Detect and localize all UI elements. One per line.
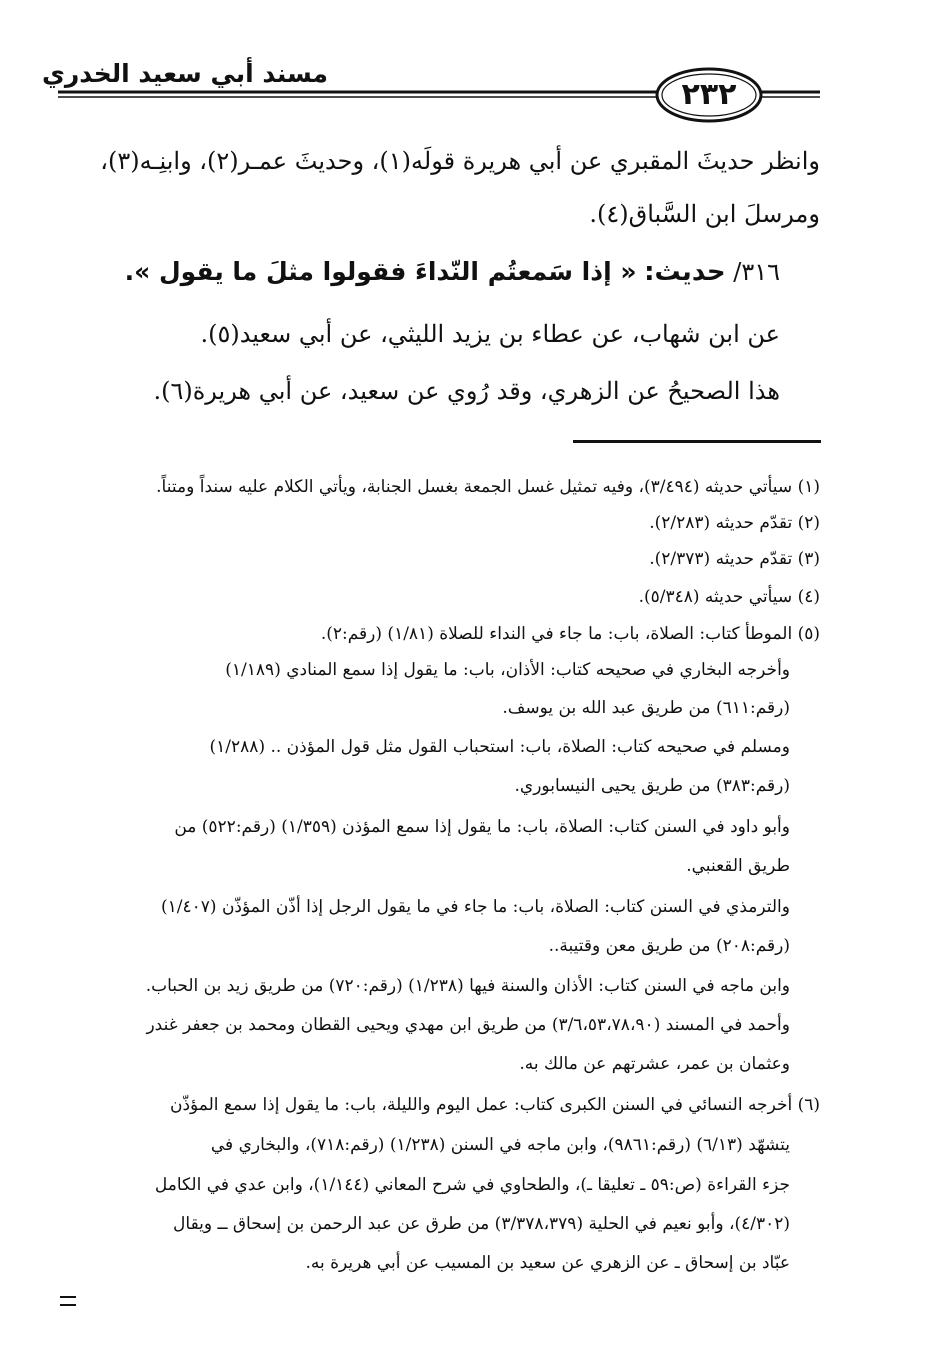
- hadith-label: حديث:: [644, 257, 726, 287]
- footnote-6-line-5: عبّاد بن إسحاق ـ عن الزهري عن سعيد بن المسيب عن أبي هريرة به.: [305, 1253, 790, 1273]
- page-number: ٢٣٢: [681, 77, 737, 112]
- footnote-6-line-4: (٤/٣٠٢)، وأبو نعيم في الحلية (٣/٣٧٨،٣٧٩) من طرق عن عبد الرحمن بن إسحاق ــ ويقال: [173, 1214, 790, 1234]
- footnote-5-line-8: والترمذي في السنن كتاب: الصلاة، باب: ما جاء في ما يقول الرجل إذا أذّن المؤذّن (١/٤٠٧): [161, 897, 790, 917]
- page-end-mark: [60, 1296, 76, 1306]
- footnote-divider: [573, 440, 821, 443]
- isnad-line: عن ابن شهاب، عن عطاء بن يزيد الليثي، عن أبي سعيد(٥).: [200, 320, 780, 348]
- footnote-3: (٣) تقدّم حديثه (٢/٣٧٣).: [649, 549, 820, 569]
- book-title: مسند أبي سعيد الخدري: [42, 59, 328, 88]
- body-line-2: ومرسلَ ابن السَّباق(٤).: [589, 200, 820, 228]
- footnote-5-line-6: وأبو داود في السنن كتاب: الصلاة، باب: ما يقول إذا سمع المؤذن (١/٣٥٩) (رقم:٥٢٢) من: [174, 817, 790, 837]
- hadith-number: ٣١٦/: [733, 258, 780, 286]
- footnote-5-line-4: ومسلم في صحيحه كتاب: الصلاة، باب: استحباب القول مثل قول المؤذن .. (١/٢٨٨): [209, 737, 790, 757]
- footnote-5-line-12: وعثمان بن عمر، عشرتهم عن مالك به.: [519, 1054, 790, 1074]
- footnote-5-line-7: طريق القعنبي.: [686, 856, 790, 876]
- footnote-5-line-9: (رقم:٢٠٨) من طريق معن وقتيبة..: [548, 936, 790, 956]
- footnote-1: (١) سيأتي حديثه (٣/٤٩٤)، وفيه تمثيل غسل الجمعة بغسل الجنابة، ويأتي الكلام عليه سنداً ومتناً.: [156, 477, 820, 497]
- footnote-2: (٢) تقدّم حديثه (٢/٢٨٣).: [649, 513, 820, 533]
- footnote-4: (٤) سيأتي حديثه (٥/٣٤٨).: [638, 587, 820, 607]
- footnote-5-line-10: وابن ماجه في السنن كتاب: الأذان والسنة فيها (١/٢٣٨) (رقم:٧٢٠) من طريق زيد بن الحباب.: [145, 976, 790, 996]
- comment-line: هذا الصحيحُ عن الزهري، وقد رُوي عن سعيد، عن أبي هريرة(٦).: [153, 377, 780, 405]
- footnote-5: (٥) الموطأ كتاب: الصلاة، باب: ما جاء في النداء للصلاة (١/٨١) (رقم:٢).: [320, 624, 820, 644]
- footnote-5-line-11: وأحمد في المسند (٣/٦،٥٣،٧٨،٩٠) من طريق ابن مهدي ويحيى القطان ومحمد بن جعفر غندر: [146, 1015, 790, 1035]
- footnote-5-line-3: (رقم:٦١١) من طريق عبد الله بن يوسف.: [502, 698, 790, 718]
- footnote-5-line-2: وأخرجه البخاري في صحيحه كتاب: الأذان، باب: ما يقول إذا سمع المنادي (١/١٨٩): [225, 660, 790, 680]
- hadith-heading: [125, 253, 780, 291]
- footnote-6-line-2: يتشهّد (٦/١٣) (رقم:٩٨٦١)، وابن ماجه في السنن (١/٢٣٨) (رقم:٧١٨)، والبخاري في: [210, 1135, 790, 1155]
- body-line-1: وانظر حديثَ المقبري عن أبي هريرة قولَه(١)، وحديثَ عمـر(٢)، وابنِـه(٣)،: [100, 147, 820, 175]
- footnote-6-line-3: جزء القراءة (ص:٥٩ ـ تعليقا ـ)، والطحاوي في شرح المعاني (١/١٤٤)، وابن عدي في الكامل: [154, 1175, 790, 1195]
- hadith-text: « إذا سَمعتُم النّداءَ فقولوا مثلَ ما يقول ».: [124, 257, 637, 286]
- footnote-5-line-5: (رقم:٣٨٣) من طريق يحيى النيسابوري.: [514, 776, 790, 796]
- footnote-6: (٦) أخرجه النسائي في السنن الكبرى كتاب: عمل اليوم والليلة، باب: ما يقول إذا سمع المؤذّن: [169, 1095, 820, 1115]
